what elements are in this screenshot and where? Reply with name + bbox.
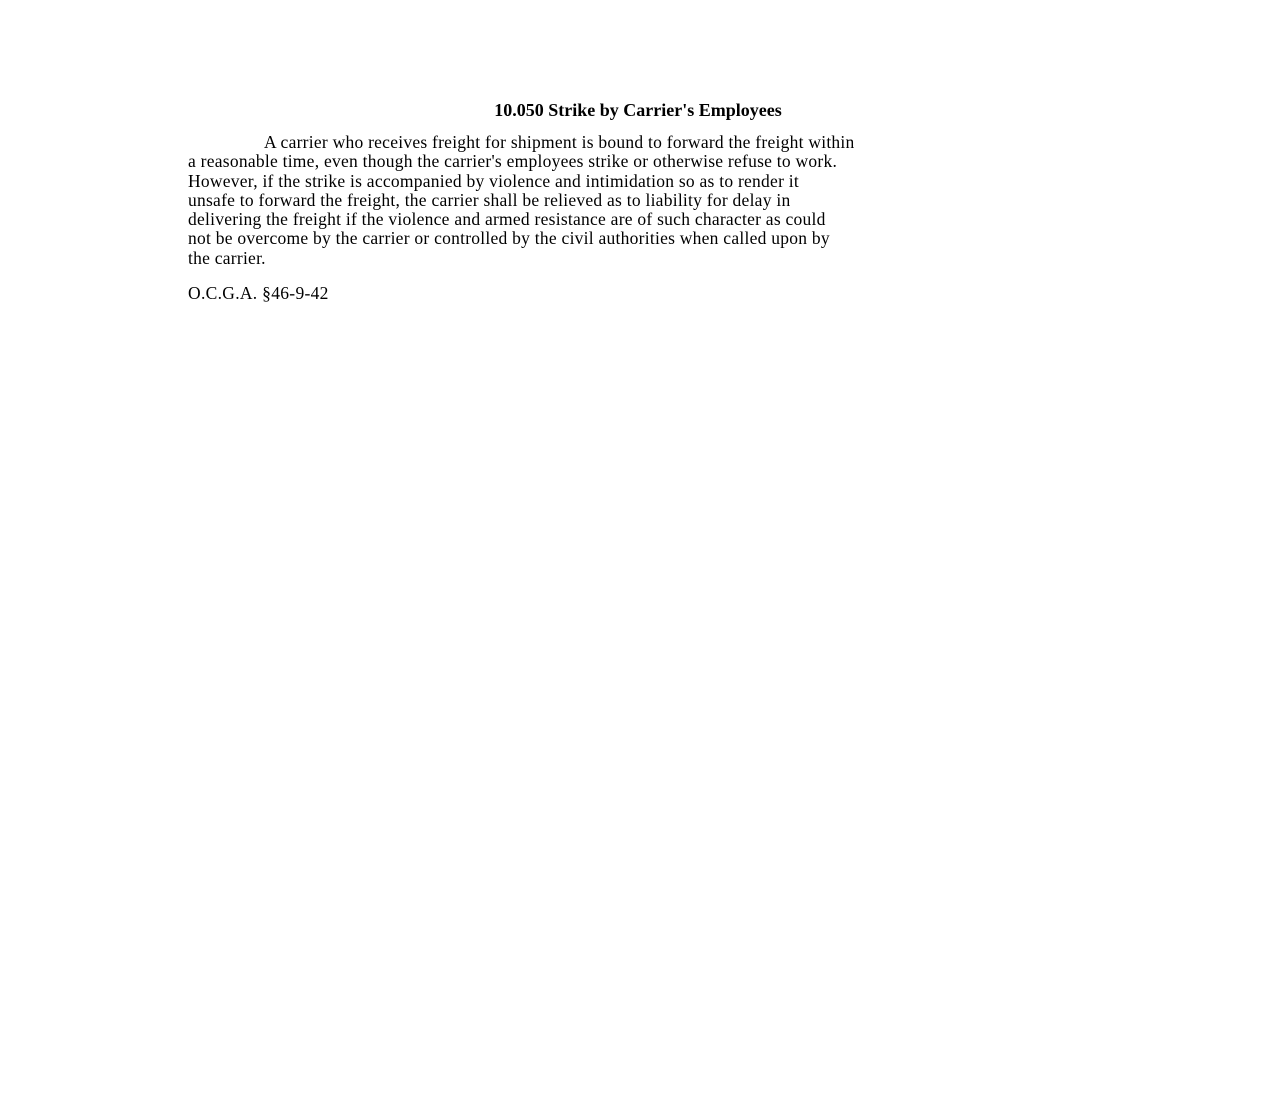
section-title: 10.050 Strike by Carrier's Employees <box>494 100 782 120</box>
paragraph-line: delivering the freight if the violence and armed resistance are of such character as could <box>188 209 826 230</box>
paragraph-line: not be overcome by the carrier or controlled by the civil authorities when called upon by <box>188 228 830 249</box>
paragraph-line: However, if the strike is accompanied by violence and intimidation so as to render it <box>188 170 800 191</box>
paragraph-line: a reasonable time, even though the carrier's employees strike or otherwise refuse to work. <box>188 151 838 172</box>
body-paragraph <box>188 133 1088 268</box>
document-page <box>188 98 1088 303</box>
paragraph-line: A carrier who receives freight for shipment is bound to forward the freight within <box>264 132 855 152</box>
statute-citation: O.C.G.A. §46-9-42 <box>188 283 329 304</box>
paragraph-line: the carrier. <box>188 247 266 268</box>
paragraph-line: unsafe to forward the freight, the carrier shall be relieved as to liability for delay in <box>188 189 791 210</box>
